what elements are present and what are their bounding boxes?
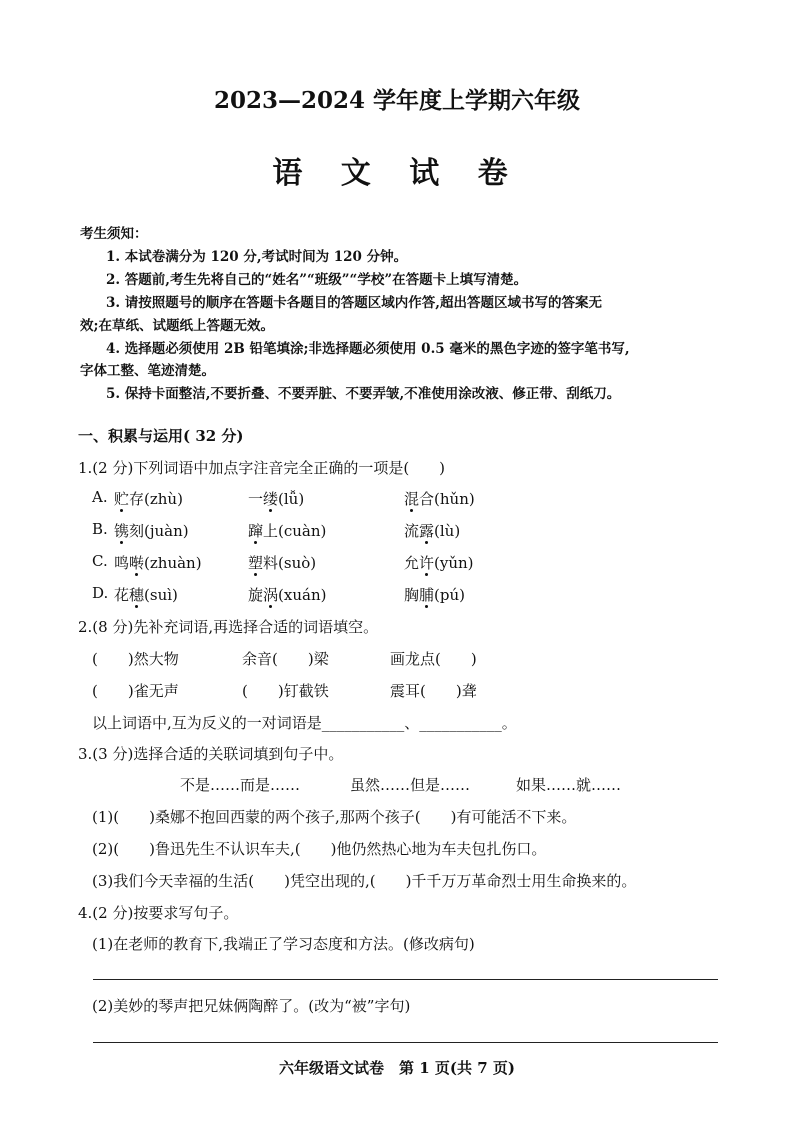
option-b-word-1: 镌刻(juàn) (114, 522, 189, 540)
exam-subject-title: 语 文 试 卷 (272, 156, 522, 191)
question-4-stem: 4.(2 分)按要求写句子。 (78, 904, 239, 922)
q3-sentence: (2)( )鲁迅先生不认识车夫,( )他仍然热心地为车夫包扎伤口。 (92, 840, 547, 858)
notice-item: 3. 请按照题号的顺序在答题卡各题目的答题区域内作答,超出答题区域书写的答案无 (106, 295, 602, 311)
option-label-a: A. (92, 488, 108, 506)
answer-line (93, 979, 718, 980)
answer-line (93, 1042, 718, 1043)
idiom-blank: ( )钉截铁 (242, 682, 329, 700)
dotted-char: 塑 (248, 554, 264, 572)
option-label-d: D. (92, 584, 109, 602)
idiom-blank: 画龙点( ) (390, 650, 477, 668)
option-d-word-1: 花穗(suì) (114, 586, 178, 604)
option-d-word-2: 旋涡(xuán) (248, 586, 327, 604)
dotted-char: 蹿 (248, 522, 264, 540)
option-b-word-3: 流露(lù) (404, 522, 461, 540)
notice-item: 5. 保持卡面整洁,不要折叠、不要弄脏、不要弄皱,不准使用涂改液、修正带、刮纸刀。 (106, 386, 621, 402)
conjunction-choice: 虽然……但是…… (350, 776, 471, 794)
dotted-char: 贮 (114, 490, 130, 508)
antonym-fill-line: 以上词语中,互为反义的一对词语是___________、___________。 (92, 714, 517, 732)
dotted-char: 啭 (129, 554, 145, 572)
notice-heading: 考生须知： (80, 226, 148, 242)
idiom-blank: ( )雀无声 (92, 682, 179, 700)
dotted-char: 镌 (114, 522, 130, 540)
idiom-blank: 余音( )梁 (242, 650, 329, 668)
q3-sentence: (1)( )桑娜不抱回西蒙的两个孩子,那两个孩子( )有可能活不下来。 (92, 808, 577, 826)
dotted-char: 混 (404, 490, 420, 508)
notice-item: 2. 答题前,考生先将自己的“姓名”“班级”“学校”在答题卡上填写清楚。 (106, 272, 528, 288)
q3-sentence: (3)我们今天幸福的生活( )凭空出现的,( )千千万万革命烈士用生命换来的。 (92, 872, 637, 890)
q4-item: (2)美妙的琴声把兄妹俩陶醉了。(改为“被”字句) (92, 997, 411, 1015)
option-c-word-2: 塑料(suò) (248, 554, 317, 572)
dotted-char: 许 (419, 554, 435, 572)
idiom-blank: ( )然大物 (92, 650, 179, 668)
notice-item-continued: 字体工整、笔迹清楚。 (80, 363, 215, 379)
question-3-stem: 3.(3 分)选择合适的关联词填到句子中。 (78, 745, 344, 763)
option-a-word-3: 混合(hǔn) (404, 490, 475, 508)
option-a-word-2: 一缕(lǚ) (248, 490, 305, 508)
idiom-blank: 震耳( )聋 (390, 682, 477, 700)
conjunction-choice: 不是……而是…… (180, 776, 301, 794)
q4-item: (1)在老师的教育下,我端正了学习态度和方法。(修改病句) (92, 935, 475, 953)
notice-item-continued: 效;在草纸、试题纸上答题无效。 (80, 318, 274, 334)
option-a-word-1: 贮存(zhù) (114, 490, 183, 508)
question-1-stem: 1.(2 分)下列词语中加点字注音完全正确的一项是( ) (78, 459, 446, 477)
notice-item: 1. 本试卷满分为 120 分,考试时间为 120 分钟。 (106, 249, 408, 265)
dotted-char: 露 (419, 522, 435, 540)
dotted-char: 缕 (263, 490, 279, 508)
option-label-b: B. (92, 520, 108, 538)
option-c-word-1: 鸣啭(zhuàn) (114, 554, 202, 572)
section-heading: 一、积累与运用( 32 分) (78, 427, 244, 445)
conjunction-choice: 如果……就…… (516, 776, 622, 794)
exam-year-title: 2023—2024 学年度上学期六年级 (213, 87, 581, 114)
option-d-word-3: 胸脯(pú) (404, 586, 465, 604)
dotted-char: 穗 (129, 586, 145, 604)
option-c-word-3: 允许(yǔn) (404, 554, 474, 572)
notice-item: 4. 选择题必须使用 2B 铅笔填涂;非选择题必须使用 0.5 毫米的黑色字迹的签字笔书写, (106, 341, 630, 357)
option-label-c: C. (92, 552, 108, 570)
question-2-stem: 2.(8 分)先补充词语,再选择合适的词语填空。 (78, 618, 379, 636)
dotted-char: 涡 (263, 586, 279, 604)
option-b-word-2: 蹿上(cuàn) (248, 522, 327, 540)
page-footer: 六年级语文试卷 第 1 页(共 7 页) (279, 1059, 515, 1077)
dotted-char: 脯 (419, 586, 435, 604)
